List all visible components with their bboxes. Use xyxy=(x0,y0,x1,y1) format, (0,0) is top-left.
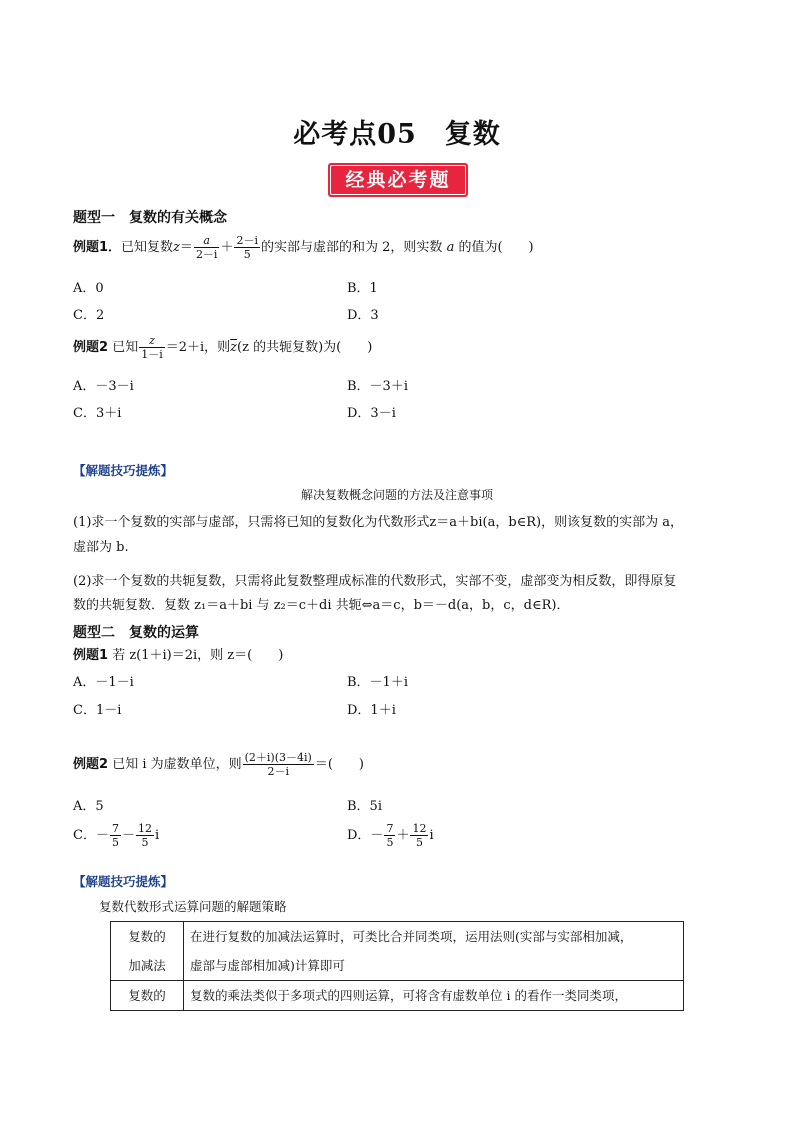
option-b: B．5i xyxy=(347,799,382,814)
fraction: $\frac{12}{5}$ xyxy=(412,822,427,849)
option-b: B．－3＋i xyxy=(347,379,408,394)
fraction: $\frac{7}{5}$ xyxy=(386,822,394,849)
fraction: $\frac{2-i}{5}$ xyxy=(236,234,259,261)
option-c: C．－ $\frac{7}{5}$ － $\frac{12}{5}$ i xyxy=(73,822,160,849)
table-key-cell: 复数的 加减法 xyxy=(111,922,184,981)
option-a: A．－1－i xyxy=(73,675,134,690)
table-row xyxy=(111,981,684,1011)
tips-para-2: (2)求一个复数的共轭复数，只需将此复数整理成标准的代数形式，实部不变，虚部变为相反数，即得原复 xyxy=(73,574,677,589)
option-a: A．0 xyxy=(73,281,104,296)
table-value-cell: 复数的乘法类似于多项式的四则运算，可将含有虚数单位 i 的看作一类同类项， xyxy=(184,981,684,1011)
example-1-2: 例题2 已知 $\frac{z}{1-i}$ ＝2＋i，则$\overline{z}(z$ 的共轭复数)为( ) xyxy=(73,334,373,361)
option-d: D．1＋i xyxy=(347,703,396,718)
tips-center-title: 解决复数概念问题的方法及注意事项 xyxy=(300,488,493,502)
tips-para-2-cont: 数的共轭复数．复数 z₁＝a＋bi 与 z₂＝c＋di 共轭⇔a＝c，b＝－d(a，b，c，d∈R)． xyxy=(73,598,570,613)
option-d: D．3 xyxy=(347,308,379,323)
fraction: $\frac{(2+i)(3-4i)}{2-i}$ xyxy=(244,751,312,778)
fraction: $\frac{7}{5}$ xyxy=(111,822,119,849)
tips-subtitle: 复数代数形式运算问题的解题策略 xyxy=(99,899,287,914)
page-title: 必考点05 复数 xyxy=(293,119,501,150)
fraction: $\frac{z}{1-i}$ xyxy=(141,334,163,361)
section-title-1: 题型一 复数的有关概念 xyxy=(73,210,227,226)
classic-badge xyxy=(328,163,468,197)
option-d: D．－ $\frac{7}{5}$ ＋ $\frac{12}{5}$ i xyxy=(347,822,434,849)
tips-header-2: 【解题技巧提炼】 xyxy=(73,874,174,889)
strategy-table xyxy=(110,921,684,1011)
option-d: D．3－i xyxy=(347,406,396,421)
badge-label: 经典必考题 xyxy=(330,165,466,195)
fraction: $\frac{a}{2-i}$ xyxy=(195,234,218,261)
option-a: A．5 xyxy=(73,799,104,814)
tips-header-1: 【解题技巧提炼】 xyxy=(73,463,174,478)
table-value-cell: 在进行复数的加减法运算时，可类比合并同类项，运用法则(实部与实部相加减， 虚部与虚部相加减)计算即可 xyxy=(184,922,684,981)
option-c: C．3＋i xyxy=(73,406,122,421)
table-key-cell: 复数的 xyxy=(111,981,184,1011)
example-1-1: 例题1．已知复数z＝ $\frac{a}{2-i}$ ＋ $\frac{2-i}{5}$ 的实部与虚部的和为 2，则实数 a 的值为( ) xyxy=(73,234,534,261)
option-b: B．－1＋i xyxy=(347,675,408,690)
example-2-1: 例题1 若 z(1＋i)＝2i，则 z＝( ) xyxy=(73,648,284,663)
z-conjugate: $\overline{z}$ xyxy=(230,340,238,355)
table-row xyxy=(111,922,684,981)
fraction: $\frac{12}{5}$ xyxy=(137,822,152,849)
tips-para-1-cont: 虚部为 b. xyxy=(73,540,129,555)
tips-para-1: (1)求一个复数的实部与虚部，只需将已知的复数化为代数形式z＝a＋bi(a，b∈R)，则该复数的实部为 a， xyxy=(73,515,684,530)
option-b: B．1 xyxy=(347,281,378,296)
example-2-2: 例题2 已知 i 为虚数单位，则 $\frac{(2+i)(3-4i)}{2-i}$ ＝( ) xyxy=(73,751,364,778)
option-c: C．2 xyxy=(73,308,105,323)
option-a: A．－3－i xyxy=(73,379,134,394)
option-c: C．1－i xyxy=(73,703,122,718)
section-title-2: 题型二 复数的运算 xyxy=(73,625,199,641)
